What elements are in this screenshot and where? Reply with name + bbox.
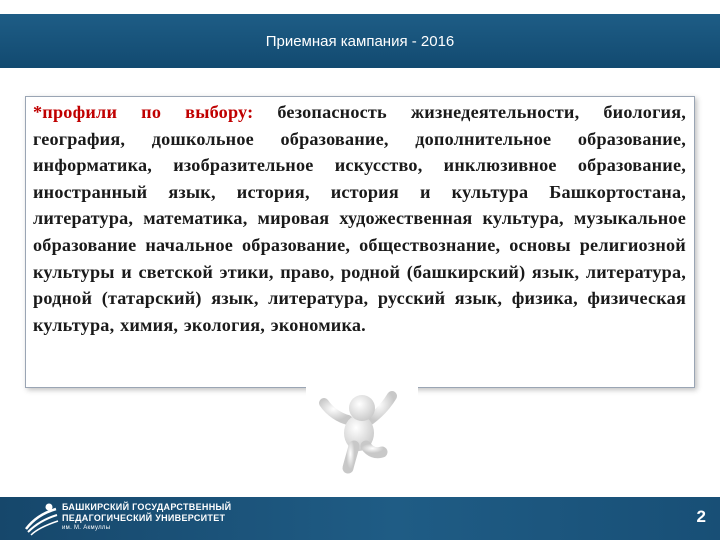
university-name-line2: ПЕДАГОГИЧЕСКИЙ УНИВЕРСИТЕТ [62,513,226,523]
page-number: 2 [696,507,706,526]
profiles-list-text: безопасность жизнедеятельности, биология, география, дошкольное образование, дополнительное образование, информатика, изобразительное искусство, инклюзивное образование, иностранный язык, история, история и культура Башкортостана, литература, математика, мировая художественная культура, музыкальное образование начальное образование, обществознание, основы религиозной культуры и светской этики, право, родной (башкирский) язык, литература, родной (татарский) язык, литература, русский язык, физика, физическая культура, химия, экология, экономика. [33,102,687,335]
university-name-line3: им. М. Акмуллы [62,525,111,531]
university-name-line1: БАШКИРСКИЙ ГОСУДАРСТВЕННЫЙ [62,502,232,512]
slide-title: Приемная кампания - 2016 [265,33,455,50]
content-box [25,96,695,388]
profiles-label: *профили по выбору: [33,102,254,122]
university-logo-icon [22,499,60,537]
jumping-person-icon [306,370,418,482]
profiles-paragraph [26,97,694,338]
